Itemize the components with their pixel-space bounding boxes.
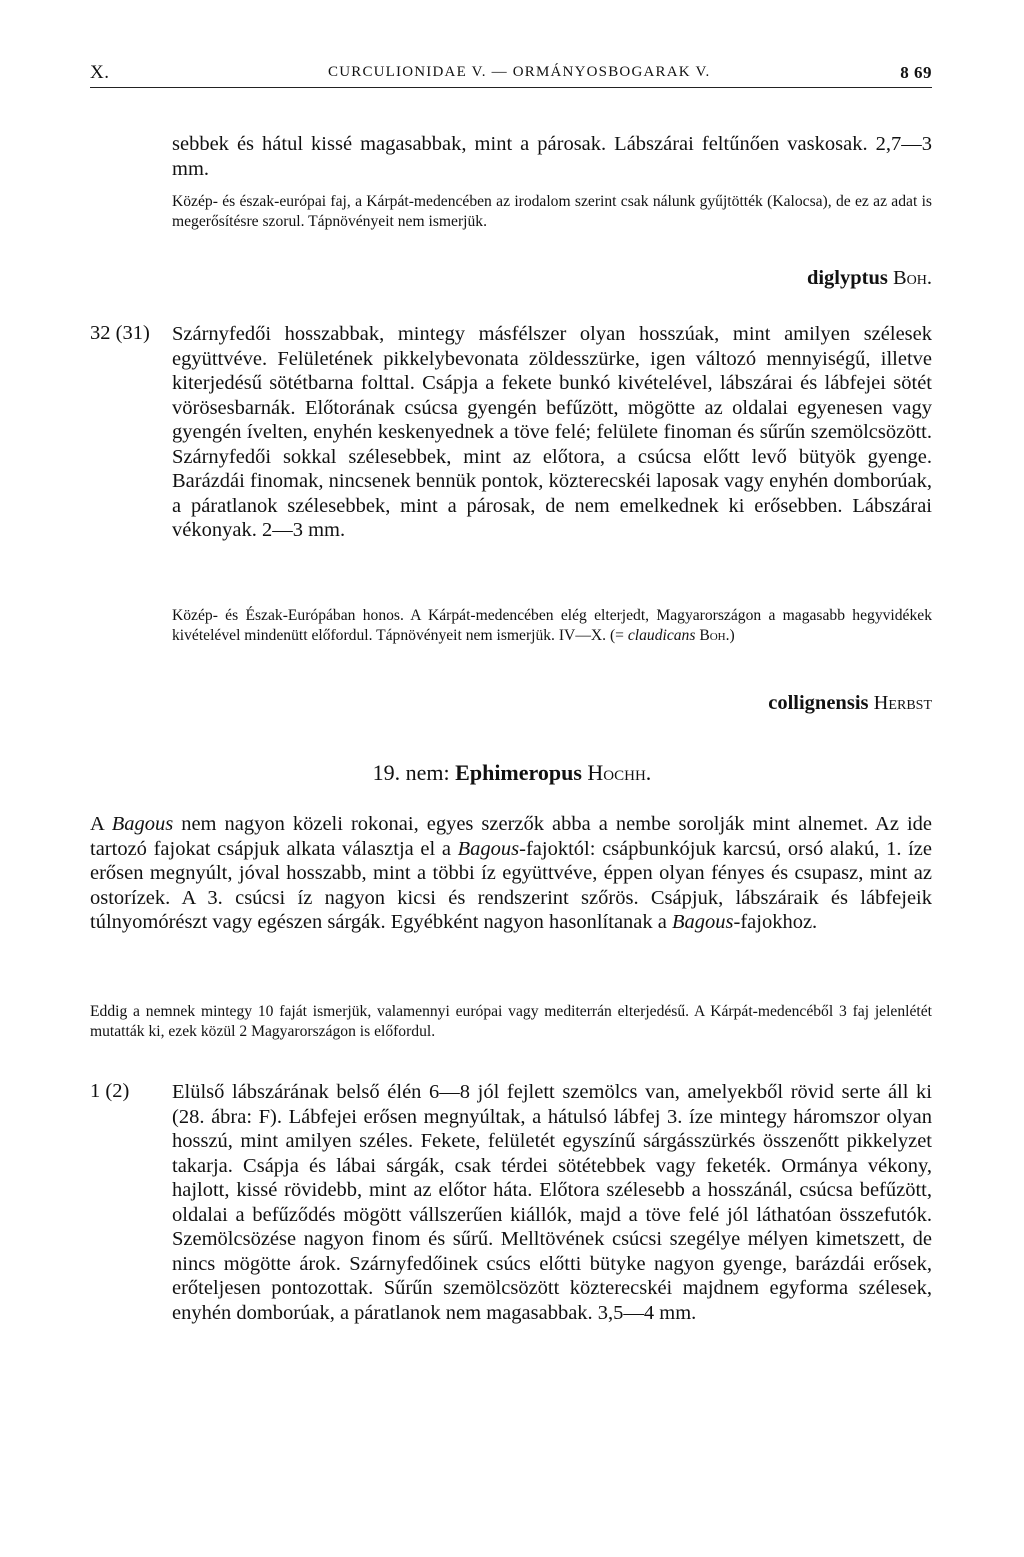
running-title: CURCULIONIDAE V. — ORMÁNYOSBOGARAK V.	[328, 64, 711, 80]
synonym-name: claudicans	[627, 626, 696, 644]
species-name-collignensis	[768, 692, 932, 715]
genus-ref: Bagous	[111, 813, 174, 835]
genus-ref: Bagous	[457, 837, 520, 860]
species-author: Boh.	[892, 267, 932, 289]
species-name-diglyptus	[807, 267, 932, 290]
synonym-author: Boh.	[699, 626, 730, 644]
genus-author: Hochh.	[587, 760, 652, 785]
distribution-note	[172, 606, 932, 645]
couplet-number: 1 (2)	[90, 1080, 130, 1102]
species-author: Herbst	[873, 692, 932, 714]
paragraph-continuation: sebbek és hátul kissé magasabbak, mint a párosak. Lábszárai feltűnően vaskosak. 2,7—3 mm.	[172, 133, 932, 180]
genus-description	[90, 812, 932, 935]
couplet-text: Szárnyfedői hosszabbak, mintegy másfélszer olyan hosszúak, mint amilyen szélesek együttvéve. Felületének pikkelybevonata zöldesszürke, igen változó mennyiségű, illetve kiterjedésű sötétbarna folttal. Csápja a fekete bunkó kivételével, lábszárai és lábfejei sötét vörösesbarnák. Előtorának csúcsa gyengén befűzött, mögötte az oldalai egyenesen vagy gyengén ívelten, enyhén keskenyednek a töve felé; felülete finoman és sűrűn szemölcsözött. Szárnyfedői sokkal szélesebbek, mint az előtora, a csúcsa előtt levő bütyök gyenge. Barázdái finomak, nincsenek bennük pontok, közterecskéi laposak vagy enyhén domborúak, a páratlanok szélesebbek, mint a párosak, de nem emelkednek ki erősebben. Lábszárai vékonyak. 2—3 mm.	[172, 323, 932, 541]
text-run: -fajoktól: csápbunkójuk karcsú, orsó alakú, 1. íze erősen megnyúlt, jóval hosszabb, mint a többi íz együttvéve, éppen olyan fényes és csupasz, mint az ostorízek. A 3. csúcsi íz nagyon kicsi és rendszerint szőrös. Csápjuk, lábszáraik és lábfejeik túlnyomórészt vagy egészen sárgák. Egyébként nagyon hasonlítanak a	[90, 837, 932, 933]
couplet-number: 32 (31)	[90, 322, 150, 344]
distribution-note: Közép- és észak-európai faj, a Kárpát-medencében az irodalom szerint csak nálunk gyűjtötték (Kalocsa), de ez az adat is megerősítésre szorul. Tápnövényeit nem ismerjük.	[172, 193, 932, 230]
note-text: Közép- és Észak-Európában honos. A Kárpát-medencében elég elterjedt, Magyarországon a magasabb hegyvidékek kivételével mindenütt előfordul. Tápnövényeit nem ismerjük. IV—X. (=	[172, 607, 932, 644]
species-epithet: diglyptus	[806, 267, 888, 289]
header-rule	[90, 87, 932, 88]
genus-note: Eddig a nemnek mintegy 10 faját ismerjük, valamennyi európai vagy mediterrán elterjedésű. A Kárpát-medencéből 3 faj jelenlétét mutatták ki, ezek közül 2 Magyarországon is előfordul.	[90, 1003, 932, 1040]
text-run: A	[90, 813, 112, 835]
genus-heading	[0, 760, 1024, 786]
species-epithet: collignensis	[768, 692, 869, 714]
chapter-number: X.	[90, 62, 110, 83]
page-header	[90, 62, 932, 86]
text-run: nem nagyon közeli rokonai, egyes szerzők abba a nembe sorolják mint alnemet. Az ide tartozó fajokat csápjuk alkata választja el a	[90, 813, 932, 860]
note-close: )	[729, 626, 735, 644]
genus-name: Ephimeropus	[455, 760, 582, 785]
genus-ref: Bagous	[672, 911, 734, 933]
couplet-text: Elülső lábszárának belső élén 6—8 jól fejlett szemölcs van, amelyekből rövid serte áll ki (28. ábra: F). Lábfejei erősen megnyúltak, a hátulsó lábfej 3. íze mintegy háromszor olyan hosszú, mint amilyen széles. Fekete, felületét egyszínű sárgásszürkés összenőtt pikkelyzet takarja. Csápja és lábai sárgák, csak térdei sötétebbek vagy feketék. Ormánya vékony, hajlott, kissé rövidebb, mint az előtor háta. Előtora szélesebb a hosszánál, csúcsa befűzött, oldalai a befűződés mögött vállszerűen kiállók, majd a töve felé jól láthatóan összefutók. Szemölcsözése nagyon finom és sűrű. Melltövének csúcsi szegélye mélyen kimetszett, de nincs mögötte árok. Szárnyfedőinek csúcs előtti bütyke nagyon gyenge, barázdái erősek, erőteljesen pontozottak. Sűrűn szemölcsözött közterecskéi majdnem egyforma szélesek, enyhén domborúak, a páratlanok nem magasabbak. 3,5—4 mm.	[172, 1081, 932, 1324]
text-run: -fajokhoz.	[733, 911, 818, 933]
page-number: 8 69	[900, 63, 932, 82]
genus-prefix: 19. nem:	[372, 760, 456, 785]
